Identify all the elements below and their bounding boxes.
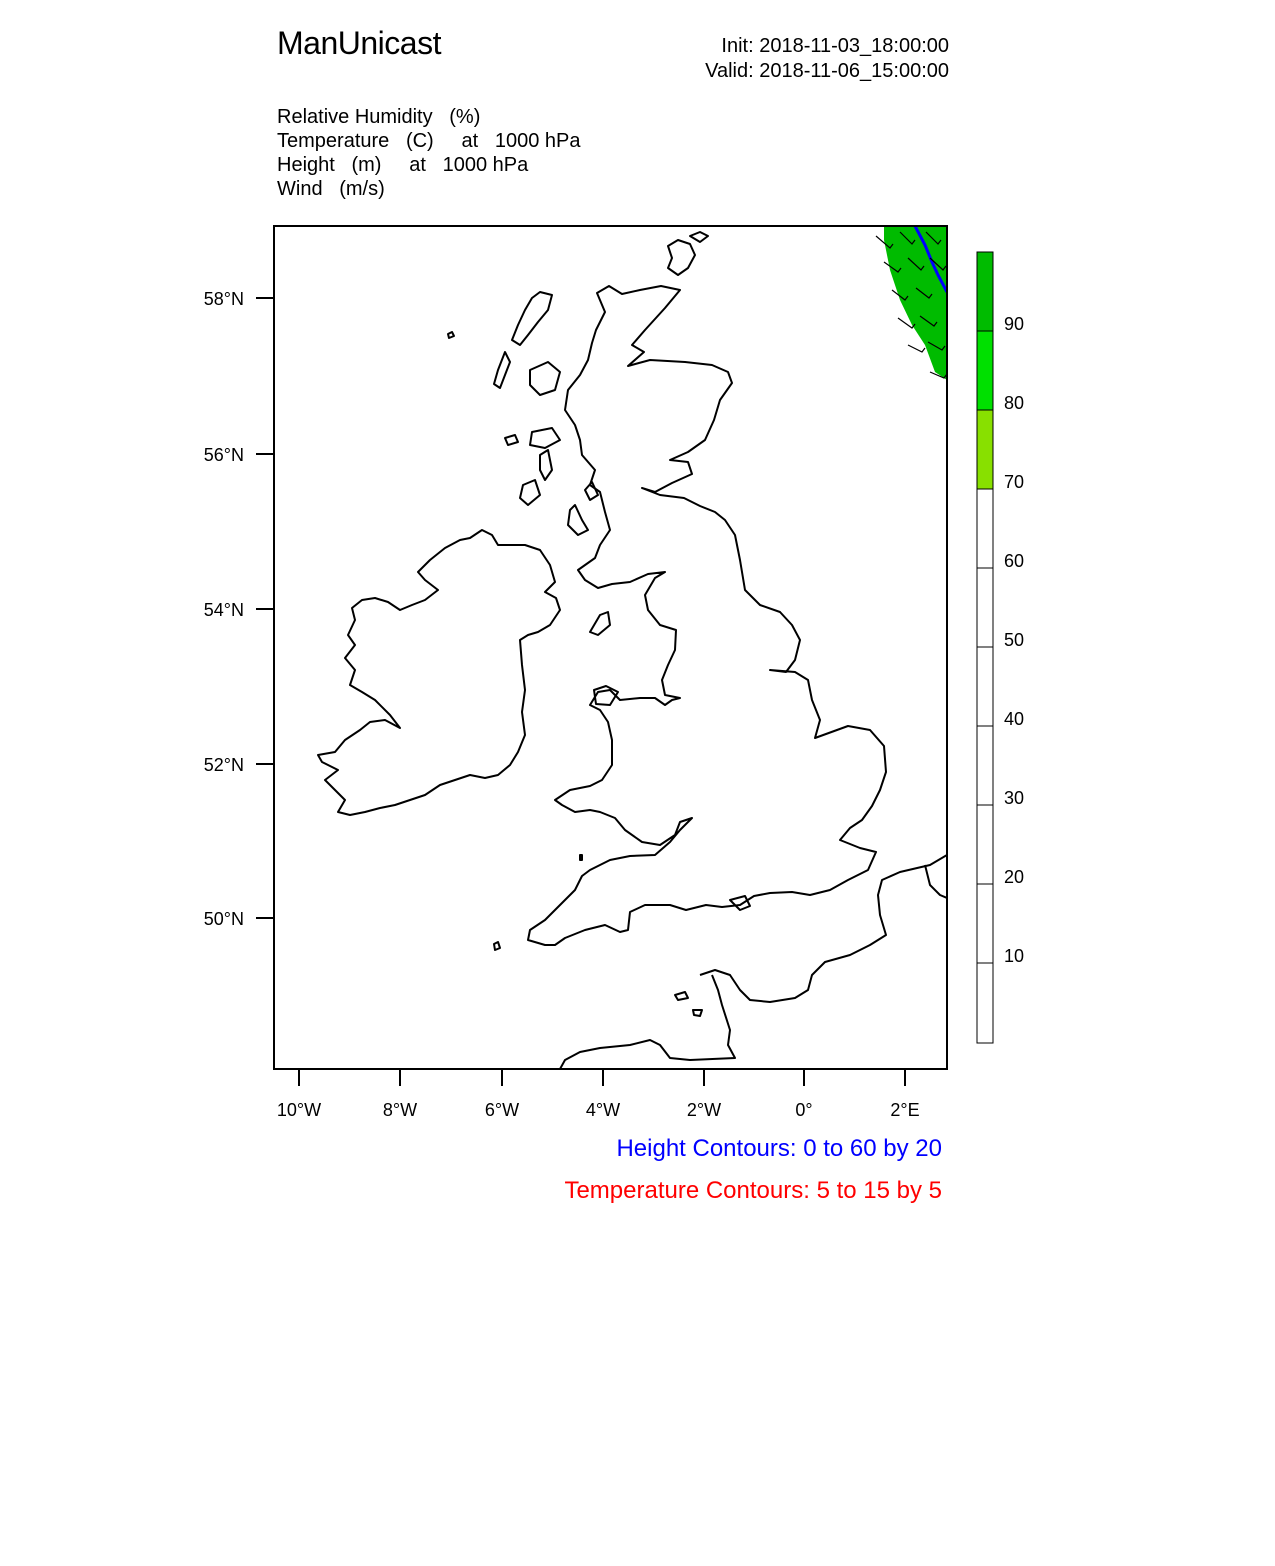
lon-label-4w: 4°W [585, 1100, 621, 1120]
height-contours-note: Height Contours: 0 to 60 by 20 [616, 1135, 942, 1162]
colorbar-label-90: 90 [1004, 314, 1025, 334]
map-layers [318, 226, 947, 1069]
coastline-isle-of-man [590, 612, 610, 635]
lon-label-0: 0° [795, 1100, 813, 1120]
colorbar-label-70: 70 [1004, 472, 1025, 492]
coastline-ireland [318, 530, 560, 815]
coastline-jersey [693, 1010, 702, 1016]
colorbar-band-below-70 [977, 489, 993, 1043]
colorbar-label-60: 60 [1004, 551, 1025, 571]
coastline-jura [540, 450, 552, 480]
colorbar-label-50: 50 [1004, 630, 1025, 650]
coastline-islay [520, 480, 540, 505]
coastline-skye [530, 362, 560, 395]
colorbar-band-80-90 [977, 331, 993, 410]
variable-humidity: Relative Humidity (%) [277, 106, 481, 128]
lat-label-58: 58°N [203, 289, 244, 309]
lon-label-6w: 6°W [484, 1100, 520, 1120]
coastline-great-britain [528, 286, 886, 945]
colorbar-label-40: 40 [1004, 709, 1025, 729]
colorbar-band-70-80 [977, 410, 993, 489]
coastline-scilly [494, 942, 500, 950]
coastline-lewis [512, 292, 552, 345]
lat-label-54: 54°N [203, 600, 244, 620]
colorbar [977, 252, 1024, 1043]
coastline-orkney-north [690, 232, 708, 242]
lon-label-2e: 2°E [890, 1100, 920, 1120]
longitude-axis [299, 1069, 905, 1086]
colorbar-label-80: 80 [1004, 393, 1025, 413]
coastline-uists [494, 352, 510, 388]
coastlines [318, 232, 947, 1069]
humidity-shading [884, 226, 947, 380]
coastline-arran [585, 482, 598, 500]
map-frame [274, 226, 947, 1069]
variable-temperature: Temperature (C) at 1000 hPa [277, 130, 581, 152]
latitude-axis [256, 298, 274, 918]
coastline-orkney [668, 240, 695, 275]
coastline-isle-of-wight [730, 896, 750, 910]
temperature-contours-note: Temperature Contours: 5 to 15 by 5 [564, 1177, 942, 1204]
coastline-mull [530, 428, 560, 448]
lat-label-56: 56°N [203, 445, 244, 465]
coastline-channel-islands [675, 992, 688, 1000]
variable-wind: Wind (m/s) [277, 178, 385, 200]
colorbar-label-20: 20 [1004, 867, 1025, 887]
variable-height: Height (m) at 1000 hPa [277, 154, 529, 176]
coastline-st-kilda [448, 332, 454, 338]
coastline-cotentin [560, 975, 735, 1069]
model-title: ManUnicast [277, 25, 441, 61]
coastline-tiree [505, 435, 518, 445]
lat-label-52: 52°N [203, 755, 244, 775]
lon-label-8w: 8°W [382, 1100, 418, 1120]
coastline-dover-coast [925, 865, 947, 898]
lon-label-10w: 10°W [276, 1100, 322, 1120]
colorbar-label-30: 30 [1004, 788, 1025, 808]
lon-label-2w: 2°W [686, 1100, 722, 1120]
coastline-kintyre [568, 505, 588, 535]
init-time: Init: 2018-11-03_18:00:00 [721, 35, 949, 57]
lat-label-50: 50°N [203, 909, 244, 929]
coastline-lundy [580, 855, 582, 860]
colorbar-label-10: 10 [1004, 946, 1025, 966]
colorbar-band-90-100 [977, 252, 993, 331]
coastline-france-north [700, 855, 947, 1002]
valid-time: Valid: 2018-11-06_15:00:00 [705, 60, 949, 82]
